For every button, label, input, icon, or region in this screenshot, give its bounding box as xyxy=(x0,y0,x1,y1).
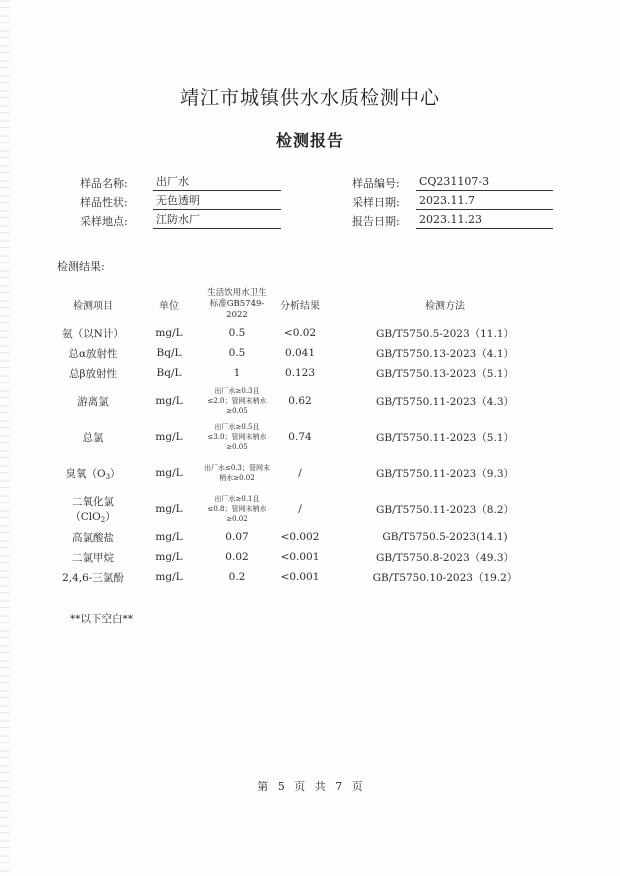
cell-result: <0.001 xyxy=(280,571,320,583)
cell-result: <0.001 xyxy=(280,551,320,563)
cell-item-tail: ） xyxy=(110,467,121,480)
cell-result: <0.002 xyxy=(280,531,320,543)
table-row xyxy=(52,363,560,383)
header-item: 检测项目 xyxy=(73,300,113,312)
table-row xyxy=(52,491,560,527)
table-row xyxy=(52,343,560,363)
cell-method: GB/T5750.13-2023（4.1） xyxy=(375,347,515,360)
sample-number-value: CQ231107-3 xyxy=(416,175,553,191)
sample-name-field xyxy=(80,175,285,191)
header-method: 检测方法 xyxy=(425,300,465,312)
cell-standard: 0.5 xyxy=(228,347,246,359)
cell-item xyxy=(52,491,134,527)
cell-item: 氨（以N计） xyxy=(62,327,124,340)
cell-method: GB/T5750.5-2023（11.1） xyxy=(375,327,515,340)
sample-property-label: 样品性状: xyxy=(80,196,128,209)
cell-unit: mg/L xyxy=(155,327,183,339)
cell-standard: 出厂水≥0.5且≤3.0；管网末梢水≥0.05 xyxy=(207,423,267,451)
sample-number-field xyxy=(352,175,557,191)
sample-location-label: 采样地点: xyxy=(80,215,128,228)
sampling-date-field xyxy=(352,194,557,210)
cell-unit: Bq/L xyxy=(156,367,182,379)
page-number: 第 5 页 共 7 页 xyxy=(257,780,363,793)
table-row xyxy=(52,383,560,419)
sample-number-label: 样品编号: xyxy=(352,177,400,190)
cell-result: 0.123 xyxy=(284,367,316,379)
sample-property-value: 无色透明 xyxy=(153,194,281,210)
table-row xyxy=(52,323,560,343)
cell-result: <0.02 xyxy=(283,327,317,339)
table-row xyxy=(52,419,560,455)
cell-result: 0.74 xyxy=(288,431,312,443)
cell-item: 二氯甲烷 xyxy=(72,551,114,564)
report-date-value: 2023.11.23 xyxy=(416,213,553,229)
cell-item-subscript: 2 xyxy=(100,516,106,524)
org-title: 靖江市城镇供水水质检测中心 xyxy=(179,87,440,109)
blank-below-note: **以下空白** xyxy=(70,613,133,625)
table-row xyxy=(52,527,560,547)
table-row xyxy=(52,455,560,491)
table-row xyxy=(52,567,560,587)
header-result: 分析结果 xyxy=(280,300,320,312)
cell-item: 高氯酸盐 xyxy=(72,531,114,544)
cell-standard: 0.5 xyxy=(228,327,246,339)
sample-location-value: 江防水厂 xyxy=(153,213,281,229)
report-date-field xyxy=(352,213,557,229)
results-table xyxy=(52,285,560,587)
results-header-row xyxy=(52,285,560,323)
cell-item: 2,4,6-三氯酚 xyxy=(62,571,124,584)
cell-item-subscript: 3 xyxy=(105,472,111,481)
sampling-date-label: 采样日期: xyxy=(352,196,400,209)
table-row xyxy=(52,547,560,567)
sample-name-label: 样品名称: xyxy=(80,177,128,190)
cell-unit: mg/L xyxy=(155,503,183,515)
cell-unit: mg/L xyxy=(155,531,183,543)
results-label: 检测结果: xyxy=(57,260,105,273)
cell-unit: Bq/L xyxy=(156,347,182,359)
cell-standard: 出厂水≥0.3且≤2.0；管网末梢水≥0.05 xyxy=(207,387,267,415)
cell-method: GB/T5750.5-2023(14.1) xyxy=(382,531,508,543)
cell-result: 0.041 xyxy=(284,347,316,359)
cell-standard: 出厂水≤0.3；管网末梢水≥0.02 xyxy=(204,464,270,482)
cell-item: 游离氯 xyxy=(77,395,109,408)
sample-property-field xyxy=(80,194,285,210)
cell-method: GB/T5750.8-2023（49.3） xyxy=(375,551,515,564)
cell-item xyxy=(52,455,134,491)
cell-unit: mg/L xyxy=(155,551,183,563)
cell-item-tail: ） xyxy=(105,511,116,523)
header-unit: 单位 xyxy=(159,300,179,312)
cell-standard: 1 xyxy=(233,367,241,379)
cell-unit: mg/L xyxy=(155,571,183,583)
cell-method: GB/T5750.11-2023（5.1） xyxy=(375,431,515,444)
cell-unit: mg/L xyxy=(155,467,183,479)
sampling-date-value: 2023.11.7 xyxy=(416,194,553,210)
cell-method: GB/T5750.11-2023（8.2） xyxy=(375,503,515,516)
sample-name-value: 出厂水 xyxy=(153,175,281,191)
cell-item: 总氯 xyxy=(82,431,104,444)
cell-unit: mg/L xyxy=(155,431,183,443)
cell-unit: mg/L xyxy=(155,395,183,407)
sample-location-field xyxy=(80,213,285,229)
cell-standard: 0.07 xyxy=(225,531,249,543)
cell-item-text: 二氧化氯（ClO xyxy=(70,496,114,523)
cell-method: GB/T5750.11-2023（4.3） xyxy=(375,395,515,408)
cell-item-text: 臭氧（O xyxy=(65,467,106,480)
report-title: 检测报告 xyxy=(275,131,344,150)
cell-method: GB/T5750.10-2023（19.2） xyxy=(372,571,518,584)
cell-item: 总β放射性 xyxy=(68,367,118,380)
cell-standard: 0.2 xyxy=(228,571,246,583)
cell-method: GB/T5750.13-2023（5.1） xyxy=(375,367,515,380)
cell-result: 0.62 xyxy=(288,395,312,407)
cell-standard: 0.02 xyxy=(225,551,249,563)
report-date-label: 报告日期: xyxy=(352,215,400,228)
cell-result: / xyxy=(298,503,302,515)
cell-result: / xyxy=(298,467,302,479)
cell-standard: 出厂水≥0.1且≤0.8；管网末梢水≥0.02 xyxy=(207,495,267,523)
cell-method: GB/T5750.11-2023（9.3） xyxy=(375,467,515,480)
header-standard: 生活饮用水卫生标准GB5749-2022 xyxy=(207,287,267,320)
cell-item: 总α放射性 xyxy=(68,347,118,360)
